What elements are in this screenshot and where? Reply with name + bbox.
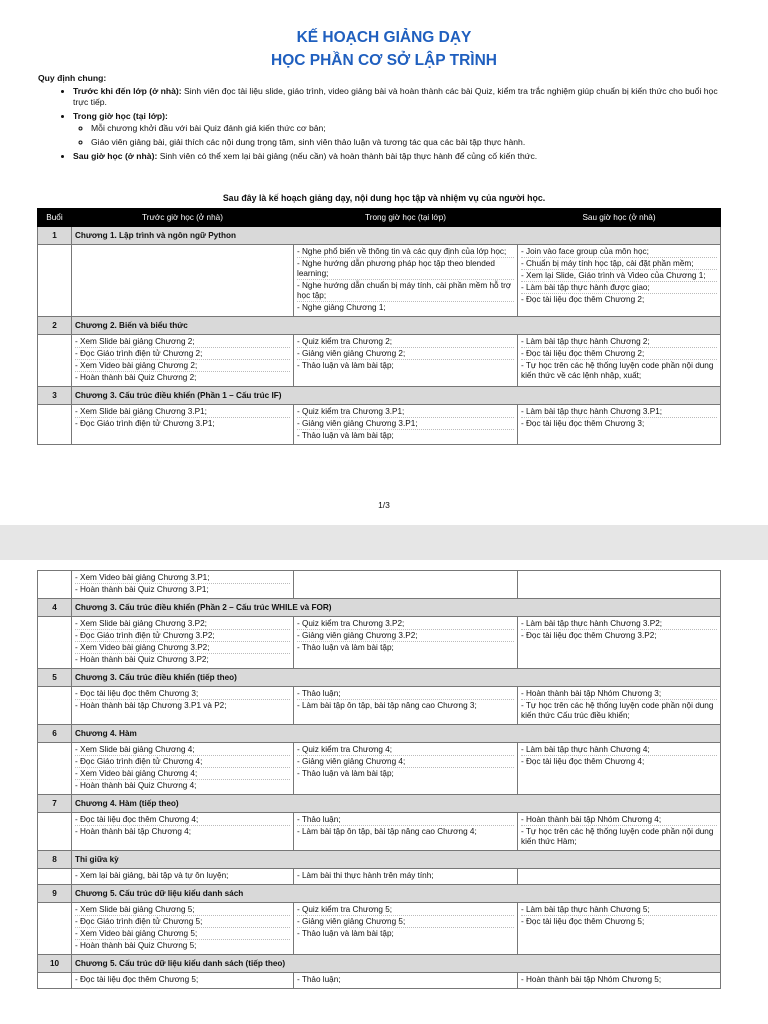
plan-table-page2 [37,570,721,989]
list-item: - Đọc Giáo trình điện tử Chương 5; [75,917,290,928]
cell-before [72,743,294,795]
cell-during [294,405,518,445]
session-number: 9 [38,885,72,903]
list-item: - Làm bài tập ôn tập, bài tập nâng cao Chương 4; [297,827,477,836]
table-row [38,335,721,387]
list-item: - Làm bài tập thực hành Chương 3.P1; [521,407,717,418]
session-title: Chương 3. Cấu trúc điều khiển (Phần 1 – Cấu trúc IF) [72,387,721,405]
list-item: - Xem Slide bài giảng Chương 3.P1; [75,407,290,418]
list-item: - Quiz kiểm tra Chương 3.P1; [297,407,514,418]
table-header-row [38,209,721,227]
list-item: - Đọc Giáo trình điện tử Chương 3.P2; [75,631,290,642]
list-item: - Quiz kiểm tra Chương 5; [297,905,514,916]
cell-after [518,869,721,885]
list-item: - Xem Slide bài giảng Chương 3.P2; [75,619,290,630]
list-item: - Thảo luận và làm bài tập; [297,431,394,440]
list-item: - Xem Slide bài giảng Chương 5; [75,905,290,916]
list-item: - Xem Slide bài giảng Chương 4; [75,745,290,756]
list-item: - Hoàn thành bài Quiz Chương 3.P2; [75,655,209,664]
session-number: 3 [38,387,72,405]
table-row [38,813,721,851]
session-header-row [38,725,721,743]
table-row [38,571,721,599]
list-item: - Thảo luận và làm bài tập; [297,643,394,652]
list-item: - Nghe giảng Chương 1; [297,303,386,312]
list-item: - Làm bài tập thực hành Chương 3.P2; [521,619,717,630]
list-item: - Quiz kiểm tra Chương 3.P2; [297,619,514,630]
table-row [38,687,721,725]
list-item: - Làm bài tập thực hành Chương 4; [521,745,717,756]
list-item: - Hoàn thành bài Quiz Chương 2; [75,373,197,382]
session-title: Chương 2. Biến và biểu thức [72,317,721,335]
rule-during [73,111,730,148]
list-item: - Hoàn thành bài tập Chương 3.P1 và P2; [75,701,227,710]
list-item: - Thảo luận; [297,689,514,700]
session-number: 5 [38,669,72,687]
plan-table-page1 [37,208,721,445]
list-item: - Thảo luận và làm bài tập; [297,929,394,938]
cell-during [294,743,518,795]
list-item: - Đọc tài liệu đọc thêm Chương 2; [521,349,717,360]
session-header-row [38,669,721,687]
session-title: Chương 1. Lập trình và ngôn ngữ Python [72,227,721,245]
list-item: - Quiz kiểm tra Chương 4; [297,745,514,756]
rule-after-text: Sinh viên có thể xem lại bài giảng (nếu cần) và hoàn thành bài tập thực hành để củng cố kiến thức. [157,151,538,161]
cell-after [518,571,721,599]
session-number-empty [38,903,72,955]
cell-during [294,617,518,669]
session-title: Chương 5. Cấu trúc dữ liệu kiểu danh sách [72,885,721,903]
list-item: - Xem lại Slide, Giáo trình và Video của Chương 1; [521,271,717,282]
table-row [38,405,721,445]
cell-after [518,405,721,445]
list-item: - Đọc tài liệu đọc thêm Chương 4; [521,757,645,766]
cell-before [72,245,294,317]
session-number-empty [38,571,72,599]
list-item: - Xem Video bài giảng Chương 3.P1; [75,573,290,584]
session-number: 8 [38,851,72,869]
session-number-empty [38,335,72,387]
list-item: - Nghe phổ biến về thông tin và các quy định của lớp học; [297,247,514,258]
session-number-empty [38,245,72,317]
cell-before [72,973,294,989]
session-header-row [38,851,721,869]
plan-intro: Sau đây là kế hoạch giảng dạy, nội dung học tập và nhiệm vụ của người học. [222,193,546,203]
page-number: 1/3 [378,500,390,510]
list-item: - Nghe hướng dẫn chuẩn bị máy tính, cài phần mềm hỗ trợ học tập; [297,281,514,302]
document-title-line2: HỌC PHẦN CƠ SỞ LẬP TRÌNH [271,52,497,69]
list-item: - Xem Video bài giảng Chương 3.P2; [75,643,290,654]
rules-list [38,86,730,162]
cell-before [72,687,294,725]
cell-after [518,245,721,317]
list-item: - Làm bài tập ôn tập, bài tập nâng cao Chương 3; [297,701,477,710]
list-item: - Xem Slide bài giảng Chương 2; [75,337,290,348]
cell-during [294,903,518,955]
page-gap [0,525,768,560]
session-title: Chương 3. Cấu trúc điều khiển (tiếp theo) [72,669,721,687]
tbody [38,227,721,445]
rule-before-label: Trước khi đến lớp (ở nhà): [73,86,182,96]
table-row [38,743,721,795]
cell-during [294,571,518,599]
list-item: - Join vào face group của môn học; [521,247,717,258]
rule-after [73,151,730,162]
rule-before [73,86,730,108]
header-before: Trước giờ học (ở nhà) [72,209,294,227]
session-header-row [38,317,721,335]
cell-before [72,813,294,851]
cell-after [518,335,721,387]
session-number: 4 [38,599,72,617]
session-number: 1 [38,227,72,245]
list-item: - Giảng viên giảng Chương 4; [297,757,514,768]
list-item: - Tự học trên các hệ thống luyện code phần nội dung kiến thức về các lệnh nhập, xuất; [521,361,714,380]
cell-before [72,405,294,445]
session-number: 7 [38,795,72,813]
rule-after-label: Sau giờ học (ở nhà): [73,151,158,161]
session-header-row [38,955,721,973]
list-item: - Đọc tài liệu đọc thêm Chương 2; [521,295,645,304]
list-item: - Xem Video bài giảng Chương 4; [75,769,290,780]
rule-before-text: Sinh viên đọc tài liệu slide, giáo trình, video giảng bài và hoàn thành các bài Quiz, kiểm tra trắc nghiệm giúp chuẩn bị kiến thức cho buổi học trực tiếp. [73,86,718,107]
list-item: - Tự học trên các hệ thống luyện code phần nội dung kiến thức Hàm; [521,827,714,846]
session-number-empty [38,617,72,669]
cell-before [72,869,294,885]
list-item: - Đọc Giáo trình điện tử Chương 3.P1; [75,419,215,428]
general-rules [38,73,730,165]
list-item: - Đọc tài liệu đọc thêm Chương 5; [75,975,199,984]
table-row [38,903,721,955]
cell-after [518,973,721,989]
list-item: - Hoàn thành bài tập Nhóm Chương 3; [521,689,717,700]
list-item: - Thảo luận và làm bài tập; [297,769,394,778]
header-session: Buổi [38,209,72,227]
list-item: - Hoàn thành bài tập Nhóm Chương 4; [521,815,717,826]
session-header-row [38,387,721,405]
cell-during [294,335,518,387]
list-item: - Đọc tài liệu đọc thêm Chương 3; [521,419,645,428]
list-item: - Đọc tài liệu đọc thêm Chương 4; [75,815,290,826]
cell-during [294,687,518,725]
list-item: - Làm bài tập thực hành được giao; [521,283,717,294]
cell-after [518,903,721,955]
cell-before [72,617,294,669]
list-item: - Xem Video bài giảng Chương 2; [75,361,290,372]
list-item: - Hoàn thành bài tập Nhóm Chương 5; [521,975,662,984]
list-item: - Giảng viên giảng Chương 3.P1; [297,419,514,430]
session-number: 2 [38,317,72,335]
cell-before [72,335,294,387]
list-item: - Đọc Giáo trình điện tử Chương 4; [75,757,290,768]
list-item: - Xem Video bài giảng Chương 5; [75,929,290,940]
list-item: - Giảng viên giảng Chương 5; [297,917,514,928]
rule-during-item: ◦ Mỗi chương khởi đầu với bài Quiz đánh giá kiến thức cơ bản; [91,123,730,134]
table-row [38,245,721,317]
list-item: - Chuẩn bị máy tính học tập, cài đặt phần mềm; [521,259,717,270]
cell-during [294,245,518,317]
page-2 [0,560,768,1024]
session-number-empty [38,743,72,795]
list-item: - Làm bài thi thực hành trên máy tính; [297,871,434,880]
list-item: - Nghe hướng dẫn phương pháp học tập theo blended learning; [297,259,514,280]
tbody [38,571,721,989]
list-item: - Tự học trên các hệ thống luyện code phần nội dung kiến thức Cấu trúc điều khiển; [521,701,714,720]
session-number: 10 [38,955,72,973]
list-item: - Thảo luận; [297,975,341,984]
session-header-row [38,227,721,245]
session-header-row [38,795,721,813]
session-title: Thi giữa kỳ [72,851,721,869]
session-number: 6 [38,725,72,743]
list-item: - Thảo luận; [297,815,514,826]
cell-during [294,813,518,851]
cell-during [294,869,518,885]
header-during: Trong giờ học (tại lớp) [294,209,518,227]
rule-during-sublist [73,123,730,148]
session-title: Chương 3. Cấu trúc điều khiển (Phần 2 – Cấu trúc WHILE và FOR) [72,599,721,617]
list-item: - Làm bài tập thực hành Chương 5; [521,905,717,916]
rules-heading: Quy định chung: [38,73,107,83]
cell-during [294,973,518,989]
list-item: - Đọc tài liệu đọc thêm Chương 3; [75,689,290,700]
list-item: - Hoàn thành bài Quiz Chương 5; [75,941,197,950]
list-item: - Giảng viên giảng Chương 3.P2; [297,631,514,642]
cell-after [518,617,721,669]
list-item: - Giảng viên giảng Chương 2; [297,349,514,360]
session-number-empty [38,813,72,851]
session-number-empty [38,869,72,885]
list-item: - Đọc tài liệu đọc thêm Chương 3.P2; [521,631,657,640]
table-row [38,617,721,669]
cell-before [72,571,294,599]
session-header-row [38,599,721,617]
list-item: - Đọc tài liệu đọc thêm Chương 5; [521,917,645,926]
session-title: Chương 4. Hàm [72,725,721,743]
session-title: Chương 5. Cấu trúc dữ liệu kiểu danh sách (tiếp theo) [72,955,721,973]
session-number-empty [38,405,72,445]
session-number-empty [38,973,72,989]
list-item: - Quiz kiểm tra Chương 2; [297,337,514,348]
session-header-row [38,885,721,903]
session-number-empty [38,687,72,725]
rule-during-item: ◦ Giáo viên giảng bài, giải thích các nội dung trọng tâm, sinh viên thảo luận và tương tác qua các bài tập thực hành. [91,137,730,148]
header-after: Sau giờ học (ở nhà) [518,209,721,227]
rule-during-label: Trong giờ học (tại lớp): [73,111,168,121]
list-item: - Xem lại bài giảng, bài tập và tự ôn luyện; [75,871,229,880]
session-title: Chương 4. Hàm (tiếp theo) [72,795,721,813]
list-item: - Hoàn thành bài Quiz Chương 4; [75,781,197,790]
list-item: - Làm bài tập thực hành Chương 2; [521,337,717,348]
list-item: - Hoàn thành bài Quiz Chương 3.P1; [75,585,209,594]
list-item: - Đọc Giáo trình điện tử Chương 2; [75,349,290,360]
table-row [38,973,721,989]
cell-before [72,903,294,955]
list-item: - Hoàn thành bài tập Chương 4; [75,827,191,836]
cell-after [518,687,721,725]
cell-after [518,813,721,851]
cell-after [518,743,721,795]
list-item: - Thảo luận và làm bài tập; [297,361,394,370]
document-title-line1: KẾ HOẠCH GIẢNG DẠY [296,29,472,46]
table-row [38,869,721,885]
